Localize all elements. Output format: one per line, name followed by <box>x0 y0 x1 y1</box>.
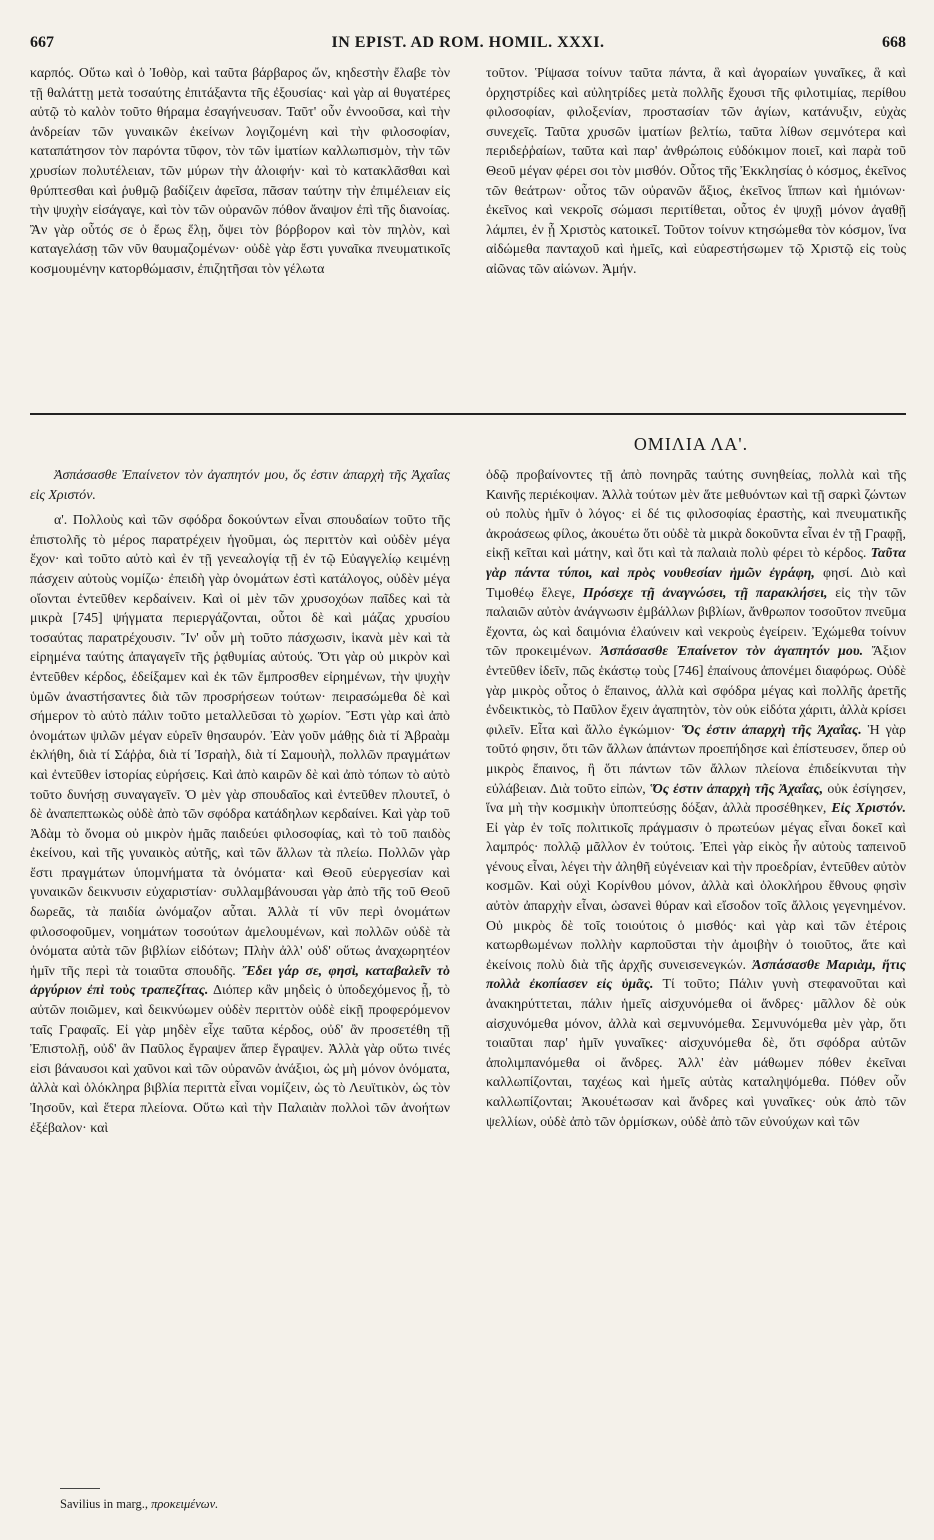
scripture-quote: Ἔδει γάρ σε, φησὶ, καταβαλεῖν τὸ ἀργύριον ἐπὶ τοὺς τραπεζίτας. <box>30 963 450 999</box>
paragraph-text: οὐκ ἐσίγησεν, ἵνα μὴ τὴν κοσμικὴν ὑποπτεύσῃς δόξαν, ἀλλὰ προσέθηκεν, <box>486 781 906 817</box>
running-header <box>30 34 906 56</box>
footnote <box>60 1497 460 1512</box>
paragraph-text: φησί. Διὸ καὶ Τιμοθέῳ ἔλεγε, <box>486 565 906 601</box>
scripture-quote: Ἀσπάσασθε Ἐπαίνετον τὸν ἀγαπητόν μου. <box>600 644 864 660</box>
homily-paragraph <box>30 511 450 1138</box>
page-number-left: 667 <box>30 34 54 51</box>
section-divider <box>30 413 906 415</box>
paragraph-text: Ἡ γὰρ τοῦτό φησιν, ὅτι τῶν ἄλλων ἁπάντων προεπήδησε καὶ ἐπίστευσεν, ὅπερ οὐ μικρὸς ἔπαινος, ἢ ὅτι πάντων τῶν ἄλλων πλείονα ἐπιδείκνυται τὴν εὐλάβειαν. Διὰ τοῦτο εἰπὼν, <box>486 722 906 797</box>
homily-right-column <box>486 466 906 1132</box>
homily-paragraph-continued <box>486 466 906 1132</box>
paragraph-text: Διόπερ κἂν μηδεὶς ὁ ὑποδεχόμενος ᾖ, τὸ αὐτῶν ποιῶμεν, καὶ δεικνύωμεν οὐδὲν περιττὸν οὐδὲ εἰκῇ προφερόμενον ταῖς Γραφαῖς. Εἰ γὰρ μηδὲν εἶχε ταῦτα κέρδος, οὐδ' ἂν προσετέθη τῇ Ἐπιστολῇ, οὐδ' ἂν Παῦλος ἔγραψεν ἅπερ ἔγραψεν. Ἀλλὰ γὰρ οὕτω τινές εἰσι βάναυσοι καὶ χαῦνοι καὶ τῶν οὐρανῶν ἀνάξιοι, ὡς μὴ μόνον ὀνόματα, ἀλλὰ καὶ ὁλόκληρα βιβλία περιττὰ εἶναι νομίζειν, ὡς τὸ Λευϊτικὸν, ὡς τὸν Ἰησοῦν, καὶ ἕτερα πλείονα. Οὕτω καὶ τὴν Παλαιὰν πολλοὶ τῶν ἀνοήτων ἐξέβαλον· καὶ <box>30 983 450 1136</box>
scripture-quote: Ὅς ἐστιν ἀπαρχὴ τῆς Ἀχαΐας, <box>649 781 824 797</box>
footnote-source: Savilius in marg., <box>60 1497 148 1511</box>
paragraph-text: εἰς τὴν τῶν παλαιῶν αὐτὸν ἀνάγνωσιν ἐμβάλλων βιβλίων, ἄνθρωπον τοσοῦτον πνεῦμα ἔχοντα, ὡς καὶ δαιμόνια ἐλαύνειν καὶ νεκροὺς ἐγείρειν. Ἐχώμεθα τοίνυν τῶν προκειμένων. <box>486 585 907 660</box>
footnote-rule <box>60 1488 100 1489</box>
scripture-quote: Πρόσεχε τῇ ἀναγνώσει, τῇ παρακλήσει, <box>582 585 828 601</box>
paragraph-text: ὁδῷ προβαίνοντες τῇ ἀπὸ πονηρᾶς ταύτης συνηθείας, πολλὰ καὶ τῆς Καινῆς περιέκοψαν. Ἀλλὰ τούτων μὲν ἅτε μεθυόντων καὶ τῇ σαρκὶ ζώντων οὐ πολὺς ἡμῖν ὁ λόγος· εἰ δέ τις φιλοσοφίας ἐραστὴς, καὶ πνευματικῆς ἀκροάσεως φίλος, ἀκουέτω ὅτι οὐδὲ τὰ μικρὰ δοκοῦντα εἶναι ἐν τῇ Γραφῇ, εἰκῇ κεῖται καὶ μάτην, καὶ ὅτι καὶ τὰ παλαιὰ πολὺ φέρει τὸ κέρδος. <box>486 468 906 562</box>
page-number-right: 668 <box>882 34 906 51</box>
running-title: IN EPIST. AD ROM. HOMIL. XXXI. <box>331 34 605 51</box>
top-right-column <box>486 64 906 280</box>
footnote-reading: προκειμένων. <box>151 1497 219 1511</box>
top-left-text: καρπός. Οὕτω καὶ ὁ Ἰοθὸρ, καὶ ταῦτα βάρβαρος ὤν, κηδεστὴν ἔλαβε τὸν τῇ θαλάττῃ μετὰ τοσαύτης ἐπιτάξαντα τῆς ἐξουσίας· καὶ γὰρ αἱ θυγατέρες αὐτῷ τὸ καλὸν τοῦτο θήραμα ἐσαγήνευσαν. Ταῦτ' οὖν ἐννοοῦσα, καὶ τὴν ἀνδρείαν τῶν γυναικῶν ἐκείνων λογιζομένη καὶ τὴν φιλοσοφίαν, καταπάτησον τὸν παρόντα τῦφον, τὸν τῶν ἱματίων καλλωπισμὸν, τὴν τῶν χρυσίων πολυτέλειαν, τῶν μύρων τὴν ἀλοιφήν· καὶ τὸ κατακλᾶσθαι καὶ θρύπτεσθαι καὶ ῥυθμῷ βαδίζειν ἀφεῖσα, πᾶσαν ταύτην τὴν ἐπιμέλειαν εἰς τὴν ψυχὴν εἰσάγαγε, καὶ τὸν τῶν οὐρανῶν πόθον ἄναψον ἐπὶ τῆς διανοίας. Ἂν γὰρ οὗτός σε ὁ ἔρως ἕλῃ, ὄψει τὸν βόρβορον καὶ τὸν πηλὸν, καὶ καταγελάσῃ τῶν νῦν θαυμαζομένων· οὐδὲ γὰρ ἔστι γυναῖκα πνευματικοῖς κοσμουμένην κατορθώμασιν, ἐπιζητῆσαι τὸν γέλωτα <box>30 66 450 277</box>
top-right-text: τοῦτον. Ῥίψασα τοίνυν ταῦτα πάντα, ἃ καὶ ἀγοραίων γυναῖκες, ἃ καὶ ὀρχηστρίδες καὶ αὐλητρίδες μετὰ πολλῆς ἔχουσι τῆς φιλοτιμίας, περίθου φιλοσοφίαν, φιλοξενίαν, προστασίαν τῶν ἁγίων, κατάνυξιν, εὐχὰς συνεχεῖς. Ταῦτα χρυσῶν ἱματίων βελτίω, ταῦτα λίθων σεμνότερα καὶ περιδεῤῥαίων, ταῦτα καὶ παρ' ἀνθρώποις εὐδόκιμον ποιεῖ, καὶ παρὰ τοῦ Θεοῦ μέγαν φέρει σοι τὸν μισθόν. Οὗτος τῆς Ἐκκλησίας ὁ κόσμος, ἐκεῖνος τῶν θεάτρων· οὗτος τῶν οὐρανῶν ἄξιος, ἐκεῖνος ἵππων καὶ ἡμιόνων· ἐκεῖνος καὶ νεκροῖς σώμασι περιτίθεται, οὗτος ἐν ψυχῇ μόνον ἀγαθῇ λάμπει, ἐν ᾗ Χριστὸς κατοικεῖ. Τοῦτον τοίνυν κτησώμεθα τὸν κόσμον, ἵνα αἰδώμεθα πανταχοῦ καὶ ἡμεῖς, καὶ εὐαρεστήσωμεν τῷ Χριστῷ εἰς τοὺς αἰῶνας τῶν αἰώνων. Ἀμήν. <box>486 66 906 277</box>
paragraph-text: Τί τοῦτο; Πάλιν γυνὴ στεφανοῦται καὶ ἀνακηρύττεται, πάλιν ἡμεῖς αἰσχυνόμεθα οἱ ἄνδρες· μᾶλλον δὲ οὐκ αἰσχυνόμεθα μόνον, ἀλλὰ καὶ σεμνυνόμεθα. Σεμνυνόμεθα μὲν γὰρ, ὅτι τοιαῦται παρ' ἡμῖν γυναῖκες· αἰσχυνόμεθα δὲ, ὅτι σφόδρα αὐτῶν ἀπολιμπανόμεθα οἱ ἄνδρες. Ἀλλ' ἐὰν μάθωμεν πόθεν ἐκεῖναι καλλωπίζονται, ταχέως καὶ ἡμεῖς αὐτὰς καταληψόμεθα. Πόθεν οὖν καλλωπίζονται; Ἀκουέτωσαν καὶ ἄνδρες καὶ γυναῖκες· οὐκ ἀπὸ τῶν ψελλίων, οὐδὲ ἀπὸ τῶν ὁρμίσκων, οὐδὲ ἀπὸ τῶν εὐνούχων καὶ τῶν <box>486 977 906 1130</box>
scripture-quote: Εἰς Χριστόν. <box>831 801 906 817</box>
scripture-lemma: Ἀσπάσασθε Ἐπαίνετον τὸν ἀγαπητόν μου, ὅς ἐστιν ἀπαρχὴ τῆς Ἀχαΐας εἰς Χριστόν. <box>30 468 450 503</box>
scripture-quote: Ταῦτα γὰρ πάντα τύποι, καὶ πρὸς νουθεσίαν ἡμῶν ἐγράφη, <box>486 546 906 581</box>
top-left-column <box>30 64 450 280</box>
scripture-quote: Ἀσπάσασθε Μαριὰμ, ἥτις πολλὰ ἐκοπίασεν εἰς ὑμᾶς. <box>486 957 906 993</box>
scripture-quote: Ὅς ἐστιν ἀπαρχὴ τῆς Ἀχαΐας. <box>681 722 862 738</box>
paragraph-text: Ἄξιον ἐντεῦθεν ἰδεῖν, πῶς ἑκάστῳ τοὺς [746] ἐπαίνους ἀπονέμει διαφόρως. Οὐδὲ γὰρ μικρὸς οὗτος ὁ ἔπαινος, ἀλλὰ καὶ σφόδρα μέγας καὶ πολλῆς ἀρετῆς ἐνδεικτικὸς, τὸ Παῦλον ἔχειν ἀγαπητὸν, τὸν οὐκ εἰδότα χάριτι, ἀλλὰ κρίσει φιλεῖν. Εἶτα καὶ ἄλλο ἐγκώμιον· <box>486 644 906 738</box>
paragraph-text: α'. Πολλοὺς καὶ τῶν σφόδρα δοκούντων εἶναι σπουδαίων τοῦτο τῆς ἐπιστολῆς τὸ μέρος παρατρέχειν ἡγοῦμαι, ὡς περιττὸν καὶ οὐδὲν μέγα ἔχον· καὶ τοῦτο αὐτὸ καὶ ἐν τῇ γενεαλογίᾳ τῇ ἐν τῷ Εὐαγγελίῳ κειμένῃ πάσχειν αὐτοὺς νομίζω· ἐπειδὴ γὰρ ὀνομάτων ἐστὶ κατάλογος, οὐδὲν μέγα οἴονται ἐντεῦθεν κερδαίνειν. Καὶ οἱ μὲν τῶν χρυσοχόων παῖδες καὶ τὰ μικρὰ [745] ψήγματα περιεργάζονται, οὗτοι δὲ καὶ μάζας χρυσίου τοσαύτας παρατρέχουσιν. Ἵν' οὖν μὴ τοῦτο πάσχωσιν, ἱκανὰ μὲν καὶ τὰ εἰρημένα ταύτης ἀπαγαγεῖν τῆς ῥᾳθυμίας αὐτούς. Ὅτι γὰρ οὐ μικρὸν καὶ ἐντεῦθεν κέρδος, ἐδείξαμεν καὶ ἐκ τῶν ἔμπροσθεν εἰρημένων, τὴν ψυχὴν ὑμῶν ἀναστήσαντες διὰ τῶν προσρήσεων τούτων· πειρασώμεθα δὲ καὶ σήμερον τὸ αὐτὸ πάλιν τοῦτο μεταλλεῦσαι τὸ χωρίον. Ἔστι γὰρ καὶ ἀπὸ ὀνομάτων ψιλῶν μέγαν εὑρεῖν θησαυρόν. Ἐὰν γοῦν μάθῃς διὰ τί Ἀβραὰμ ἐκλήθη, διὰ τί Σάῤῥα, διὰ τί Ἰσραὴλ, διὰ τί Σαμουὴλ, πολλῶν πραγμάτων καὶ ἐντεῦθεν ἱστορίας εὑρήσεις. Καὶ ἀπὸ καιρῶν δὲ καὶ ἀπὸ τόπων τὸ αὐτὸ τοῦτο δυνήσῃ συναγαγεῖν. Ὁ μὲν γὰρ σπουδαῖος καὶ ἐντεῦθεν πλουτεῖ, ὁ δὲ ἀναπεπτωκὼς οὐδὲ ἀπὸ τῶν σφόδρα κατάδηλων κερδαίνει. Καὶ γὰρ τοῦ Ἀδὰμ τὸ ὄνομα οὐ μικρὸν ἡμᾶς παιδεύει φιλοσοφίας, καὶ τὸ τοῦ παιδὸς ἐκείνου, καὶ τῆς γυναικὸς αὐτῆς, καὶ τῶν ἄλλων τὰ πλείω. Πολλῶν γὰρ ἔστι πραγμάτων ὑπομνήματα τὰ ὀνόματα· καὶ Θεοῦ εὐεργεσίαν καὶ γυναικῶν δεικνυσιν εὐχαριστίαν· συλλαμβάνουσαι γὰρ ἀπὸ τῆς τοῦ Θεοῦ δωρεᾶς, τὰ παιδία ὠνόμαζον αὗται. Ἀλλὰ τί νῦν περὶ ὀνομάτων φιλοσοφοῦμεν, νοημάτων τοσούτων ἀμελουμένων, καὶ πολλῶν οὐδὲ τὰ ὀνόματα αὐτὰ τῶν βιβλίων εἰδότων; Πλὴν ἀλλ' οὐδ' οὕτως ἀναχωρητέον ἡμῖν τῆς περὶ τὰ τοιαῦτα σπουδῆς. <box>30 513 450 979</box>
homily-left-column <box>30 466 450 1138</box>
homily-title: ΟΜΙΛΙΑ ΛΑ'. <box>633 434 749 454</box>
paragraph-text: Εἰ γὰρ ἐν τοῖς πολιτικοῖς πράγμασιν ὁ πρωτεύων μέγας εἶναι δοκεῖ καὶ λαμπρός· πολλῷ μᾶλλον ἐν τούτοις. Ἐπεὶ γὰρ εἰκὸς ἦν αὐτοὺς ταπεινοῦ γένους εἶναι, λέγει τὴν ἀληθῆ εὐγένειαν καὶ τὴν προεδρίαν, ἐντεῦθεν αὐτὸν κοσμῶν. Καὶ οὐχὶ Κορίνθου μόνον, ἀλλὰ καὶ ὁλοκλήρου ἔθνους φησὶν αὐτὸν ἀπαρχὴν εἶναι, ὡσανεὶ θύραν καὶ εἴσοδον τοῖς ἄλλοις γεγενημένον. Οὐ μικρὸς δὲ τοῖς τοιούτοις ὁ μισθός· καὶ γὰρ καὶ τῶν ἑτέροις κατωρθωμένων πολλὴν καρποῦσται τὴν ἀμοιβὴν ὁ τοιοῦτος, ἅτε καὶ ἐκείνοις πολὺ διὰ τῆς ἀρχῆς συνεισενεγκών. <box>486 820 906 973</box>
